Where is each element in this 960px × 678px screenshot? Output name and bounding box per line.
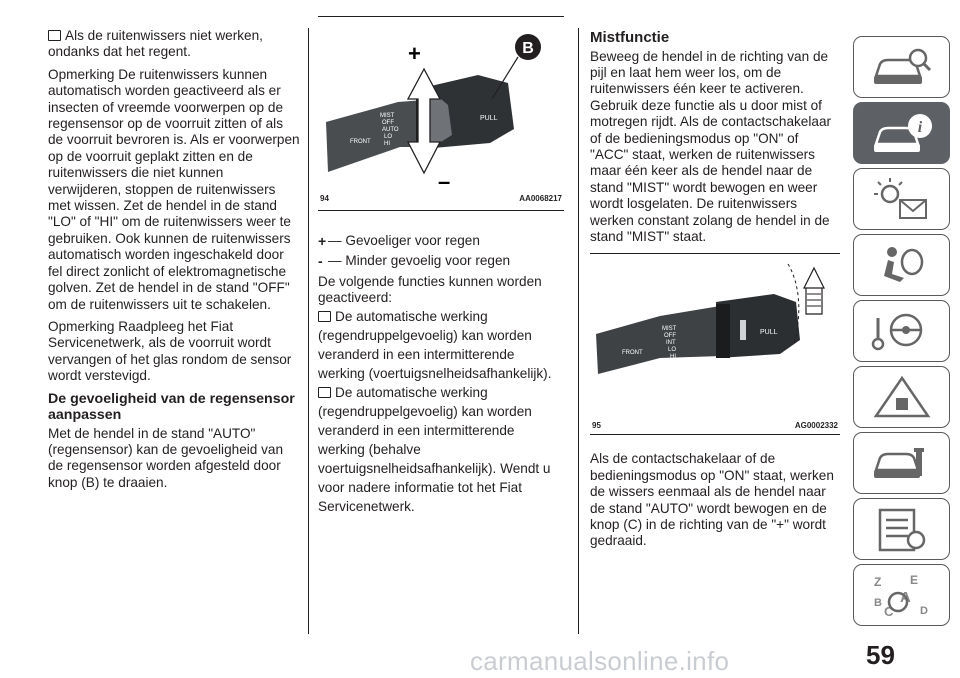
lever-label-front: FRONT (622, 350, 643, 357)
plus-description: — Gevoeliger voor regen (328, 233, 480, 248)
car-search-icon (870, 44, 934, 92)
warning-triangle-icon (870, 374, 934, 422)
chapter-tab-dashboard[interactable] (853, 102, 950, 164)
lever-label-off: OFF (382, 120, 394, 126)
function-bullet-1 (318, 307, 564, 383)
function-bullet-1-text: De automatische werking (regendruppelgevoelig) kan worden veranderd in een intermitterende werking (voertuigsnelheidsafhankelijk). (318, 308, 552, 381)
minus-description: — Minder gevoelig voor regen (328, 253, 511, 269)
note-text-cont: ondanks dat het regent. (48, 44, 191, 60)
callout-b-label: B (522, 40, 534, 57)
note-icon (48, 30, 61, 41)
note-paragraph (48, 28, 300, 61)
page-number: 59 (866, 640, 895, 670)
car-info-icon (870, 110, 934, 158)
lever-label-auto: AUTO (382, 127, 399, 133)
section-heading-sensitivity: De gevoeligheid van de regensensor aanpassen (48, 390, 295, 424)
minus-mark (438, 169, 450, 194)
column-divider-1 (308, 28, 309, 634)
lever-label-mist: MIST (662, 326, 677, 333)
svg-text:–: – (438, 169, 451, 194)
chapter-tab-index[interactable] (853, 564, 950, 626)
figure-number: 94 (320, 194, 329, 203)
lever-label-hi: HI (670, 354, 676, 361)
figure-code: AA0068217 (519, 194, 562, 203)
airbag-seat-icon (870, 242, 934, 290)
auto-paragraph: Als de contactschakelaar of de bedieningsmodus op "ON" staat, werken de wissers eenmaal als de hendel naar de stand "AUTO" wordt bewogen en de knop (C) in de richting van de "+" wordt gedraaid. (590, 451, 834, 549)
remark-paragraph-1: Opmerking De ruitenwissers kunnen automatisch worden geactiveerd als er insecten of vreemde voorwerpen op de regensensor op de voorruit zitten of als de voorruit bevroren is. Als er voorwerpen op de voorruit geplakt zitten en de ruitenwissers die niet kunnen verwijderen, stoppen de ruitenwissers met wissen. Zet de hendel in de stand "LO" of "HI" om de ruitenwissers weer te gebruiken. Ook kunnen de ruitenwissers automatisch worden ingeschakeld door fel direct zonlicht of elektromagnetische golven. Zet de hendel in de stand "OFF" om de ruitenwissers uit te schakelen. (48, 66, 300, 312)
lever-label-off: OFF (664, 333, 676, 340)
minus-sign: - (318, 253, 323, 270)
chapter-tab-emergency[interactable] (853, 366, 950, 428)
column-divider-2 (578, 28, 579, 634)
alphabet-index-icon (870, 572, 934, 620)
car-service-icon (870, 440, 934, 488)
figure-code: AG0002332 (794, 421, 838, 431)
functions-intro: De volgende functies kunnen worden geactiveerd: (318, 273, 542, 306)
figure-94 (318, 16, 564, 211)
chapter-tab-warning-lights[interactable] (853, 168, 950, 230)
warning-lights-icon (870, 176, 934, 224)
chapter-tab-getting-to-know[interactable] (853, 36, 950, 98)
lever-label-lo: LO (384, 134, 393, 140)
figure-caption (590, 418, 840, 434)
mist-paragraph: Beweeg de hendel in de richting van de pijl en laat hem weer los, om de ruitenwissers één keer te activeren. Gebruik deze functie als u door mist of motregen rijdt. Als de contactschakelaar of de bedieningsmodus op "ON" of "ACC" staat, werken de ruitenwissers maar één keer als de hendel naar de stand "MIST" wordt bewogen en weer wordt losgelaten. De ruitenwissers werken constant zolang de hendel in de stand "MIST" staat. (590, 48, 832, 244)
note-text: Als de ruitenwissers niet werken, (65, 28, 263, 43)
lever-label-mist: MIST (380, 113, 395, 119)
index-letter: D (920, 605, 928, 617)
index-letter: B (874, 597, 882, 609)
figure-number: 95 (592, 421, 601, 431)
wiper-lever-mist-illustration (590, 254, 840, 424)
remark-paragraph-2: Opmerking Raadpleeg het Fiat Servicenetwerk, als de voorruit wordt vervangen of het glas rondom de sensor wordt verstevigd. (48, 318, 292, 384)
index-letter: Z (874, 575, 882, 589)
wiper-lever-illustration-b (318, 17, 564, 207)
function-bullet-2 (318, 383, 564, 516)
sensitivity-paragraph: Met de hendel in de stand "AUTO" (regensensor) kan de gevoeligheid van de regensensor worden afgesteld door knop (B) te draaien. (48, 425, 284, 490)
column-middle (318, 28, 564, 522)
function-bullet-2-text: De automatische werking (regendruppelgevoelig) kan worden veranderd in een intermitterende werking (behalve voertuigsnelheidsafhankelijk). Wendt u voor nadere informatie tot het Fiat Servicenetwerk. (318, 384, 551, 514)
chapter-tab-maintenance[interactable] (853, 432, 950, 494)
column-left (48, 28, 300, 497)
plus-line (318, 233, 564, 249)
svg-text:i: i (917, 119, 923, 136)
lever-label-hi: HI (384, 141, 390, 147)
steering-wheel-key-icon (870, 308, 934, 356)
watermark: carmanualsonline.info (470, 646, 730, 676)
spec-sheet-icon (870, 506, 934, 554)
chapter-tab-safety[interactable] (853, 234, 950, 296)
note-icon (318, 311, 331, 322)
lever-label-pull: PULL (760, 329, 778, 337)
lever-label-lo: LO (668, 347, 677, 354)
svg-text:+: + (408, 41, 421, 66)
plus-mark (408, 41, 421, 66)
lever-label-front: FRONT (350, 139, 371, 145)
index-letter: A (900, 589, 911, 606)
chapter-tab-starting-driving[interactable] (853, 300, 950, 362)
lever-label-pull: PULL (480, 115, 498, 122)
figure-95 (590, 253, 840, 435)
index-letter: C (884, 604, 894, 619)
chapter-tab-technical-data[interactable] (853, 498, 950, 560)
note-icon (318, 387, 331, 398)
minus-line (318, 253, 564, 269)
index-letter: E (910, 573, 919, 587)
plus-sign: + (318, 233, 327, 249)
column-right (590, 28, 840, 556)
lever-label-int: INT (666, 340, 676, 347)
section-heading-mist: Mistfunctie (590, 29, 670, 46)
